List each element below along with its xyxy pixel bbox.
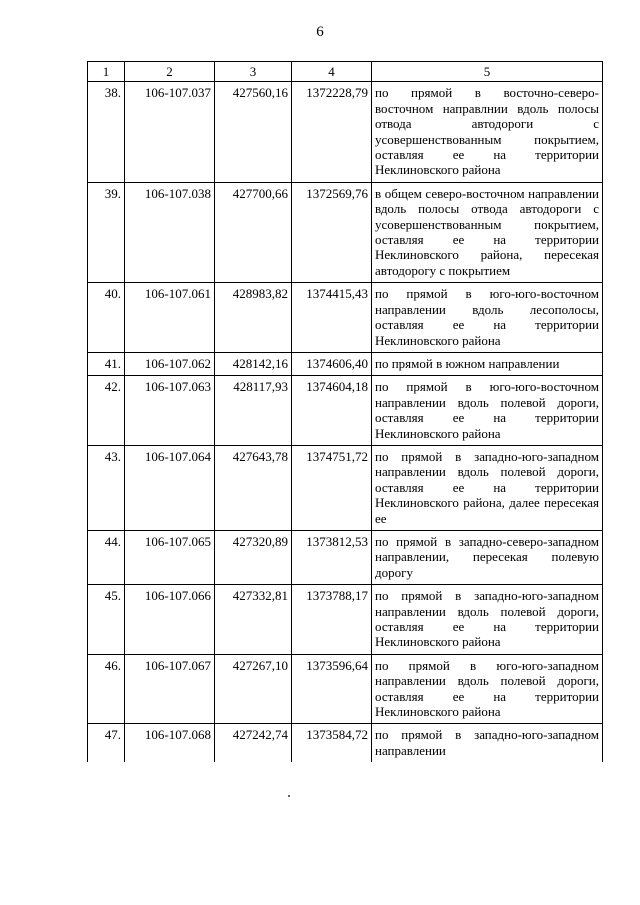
table-row xyxy=(88,585,603,655)
point-id-cell: 106-107.063 xyxy=(125,376,215,446)
header-row xyxy=(88,62,603,82)
table-row xyxy=(88,376,603,446)
point-id-cell: 106-107.064 xyxy=(125,445,215,530)
x-coordinate-cell: 427332,81 xyxy=(215,585,292,655)
x-coordinate-cell: 428117,93 xyxy=(215,376,292,446)
y-coordinate-cell: 1373788,17 xyxy=(292,585,372,655)
description-cell: по прямой в западно-юго-западном направлении вдоль полевой дороги, оставляя ее на территории Неклиновского района, далее пересекая ее xyxy=(372,445,603,530)
y-coordinate-cell: 1372569,76 xyxy=(292,182,372,282)
point-number-cell: 39. xyxy=(88,182,125,282)
table-row xyxy=(88,724,603,762)
x-coordinate-cell: 427320,89 xyxy=(215,530,292,584)
y-coordinate-cell: 1374751,72 xyxy=(292,445,372,530)
point-id-cell: 106-107.068 xyxy=(125,724,215,762)
x-coordinate-cell: 427560,16 xyxy=(215,82,292,182)
header-cell-3: 3 xyxy=(215,62,292,82)
x-coordinate-cell: 427700,66 xyxy=(215,182,292,282)
x-coordinate-cell: 428142,16 xyxy=(215,352,292,375)
point-number-cell: 40. xyxy=(88,283,125,353)
scan-speck xyxy=(288,795,290,797)
point-number-cell: 38. xyxy=(88,82,125,182)
point-id-cell: 106-107.066 xyxy=(125,585,215,655)
point-number-cell: 43. xyxy=(88,445,125,530)
y-coordinate-cell: 1372228,79 xyxy=(292,82,372,182)
point-number-cell: 47. xyxy=(88,724,125,762)
header-cell-2: 2 xyxy=(125,62,215,82)
y-coordinate-cell: 1373584,72 xyxy=(292,724,372,762)
point-id-cell: 106-107.065 xyxy=(125,530,215,584)
point-id-cell: 106-107.037 xyxy=(125,82,215,182)
description-cell: по прямой в юго-юго-восточном направлении вдоль полевой дороги, оставляя ее на территории Неклиновского района xyxy=(372,376,603,446)
table-row xyxy=(88,530,603,584)
point-id-cell: 106-107.061 xyxy=(125,283,215,353)
point-number-cell: 41. xyxy=(88,352,125,375)
header-cell-4: 4 xyxy=(292,62,372,82)
page-number: 6 xyxy=(316,24,324,40)
description-cell: по прямой в юго-юго-восточном направлении вдоль лесополосы, оставляя ее на территории Неклиновского района xyxy=(372,283,603,353)
description-cell: по прямой в западно-юго-западном направлении xyxy=(372,724,603,762)
table-row xyxy=(88,182,603,282)
header-cell-1: 1 xyxy=(88,62,125,82)
table-row xyxy=(88,654,603,724)
description-cell: в общем северо-восточном направлении вдоль полосы отвода автодороги с усовершенствованным покрытием, оставляя ее на территории Неклиновского района, пересекая автодорогу с покрытием xyxy=(372,182,603,282)
point-id-cell: 106-107.067 xyxy=(125,654,215,724)
description-cell: по прямой в южном направлении xyxy=(372,352,603,375)
y-coordinate-cell: 1373812,53 xyxy=(292,530,372,584)
point-number-cell: 45. xyxy=(88,585,125,655)
x-coordinate-cell: 427267,10 xyxy=(215,654,292,724)
table-row xyxy=(88,352,603,375)
header-cell-5: 5 xyxy=(372,62,603,82)
description-cell: по прямой в западно-северо-западном направлении, пересекая полевую дорогу xyxy=(372,530,603,584)
table-row xyxy=(88,82,603,182)
y-coordinate-cell: 1373596,64 xyxy=(292,654,372,724)
point-number-cell: 44. xyxy=(88,530,125,584)
point-id-cell: 106-107.062 xyxy=(125,352,215,375)
boundary-points-table xyxy=(87,61,603,762)
table-body xyxy=(88,82,603,762)
point-id-cell: 106-107.038 xyxy=(125,182,215,282)
x-coordinate-cell: 427643,78 xyxy=(215,445,292,530)
x-coordinate-cell: 427242,74 xyxy=(215,724,292,762)
point-number-cell: 42. xyxy=(88,376,125,446)
y-coordinate-cell: 1374606,40 xyxy=(292,352,372,375)
point-number-cell: 46. xyxy=(88,654,125,724)
description-cell: по прямой в западно-юго-западном направлении вдоль полевой дороги, оставляя ее на территории Неклиновского района xyxy=(372,585,603,655)
y-coordinate-cell: 1374415,43 xyxy=(292,283,372,353)
table-row xyxy=(88,283,603,353)
x-coordinate-cell: 428983,82 xyxy=(215,283,292,353)
description-cell: по прямой в юго-юго-западном направлении вдоль полевой дороги, оставляя ее на территории Неклиновского района xyxy=(372,654,603,724)
description-cell: по прямой в восточно-северо-восточном направлнии вдоль полосы отвода автодороги с усовершенствованным покрытием, оставляя ее на территории Неклиновского района xyxy=(372,82,603,182)
table-row xyxy=(88,445,603,530)
y-coordinate-cell: 1374604,18 xyxy=(292,376,372,446)
